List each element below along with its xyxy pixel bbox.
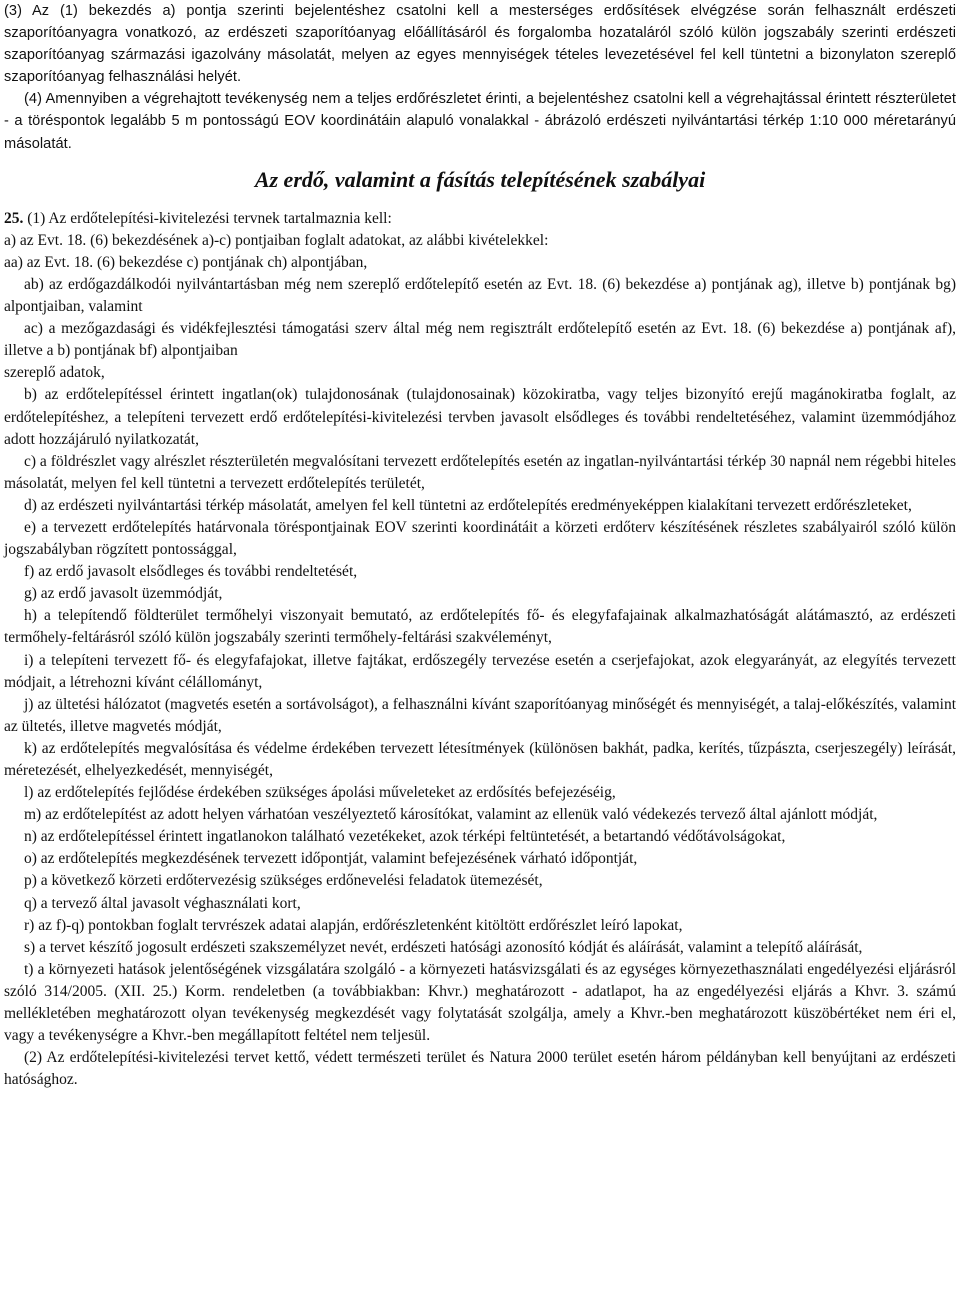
item-m: m) az erdőtelepítést az adott helyen várhatóan veszélyeztető károsítókat, valamint az ellenük való védekezés tervező által ajánlott módját, [24,806,878,824]
item-n: n) az erdőtelepítéssel érintett ingatlanokon található vezetékeket, azok térképi feltüntetését, a betartandó védőtávolságokat, [24,828,786,846]
item-h: h) a telepítendő földterület termőhelyi viszonyait bemutató, az erdőtelepítés fő- és elegyfafajainak alkalmazhatóságát alátámasztó, az erdészeti termőhely-feltárásról szóló külön jogszabály szerinti termőhely-feltárási szakvéleményt, [4,607,956,647]
item-e: e) a tervezett erdőtelepítés határvonala töréspontjainak EOV szerinti koordinátáit a körzeti erdőterv készítésének részletes szabályairól szóló külön jogszabályban rögzített pontossággal, [4,518,956,559]
section-heading: Az erdő, valamint a fásítás telepítésének szabályai [254,166,706,192]
section-25-paragraph-1: (1) Az erdőtelepítési-kivitelezési tervnek tartalmaznia kell: [27,209,392,227]
item-r: r) az f)-q) pontokban foglalt tervrészek adatai alapján, erdőrészletenként kitöltött erdőrészlet leíró lapokat, [24,916,683,934]
item-a: a) az Evt. 18. (6) bekezdésének a)-c) pontjaiban foglalt adatokat, az alábbi kivételekkel: [4,231,549,249]
item-c: c) a földrészlet vagy alrészlet részterületén megvalósítani tervezett erdőtelepítés esetén az ingatlan-nyilvántartási térkép 30 napnál nem régebbi hiteles másolatát, melyen fel kell tüntetni a tervezett erdőtelepítés területét, [4,452,956,492]
section-25-intro [4,208,956,230]
item-o: o) az erdőtelepítés megkezdésének tervezett időpontját, valamint befejezésének várható időpontját, [24,850,638,868]
item-d: d) az erdészeti nyilvántartási térkép másolatát, amelyen fel kell tüntetni az erdőtelepítés eredményeképpen kialakítani tervezett erdőrészleteket, [24,496,912,514]
item-q: q) a tervező által javasolt véghasználati kort, [24,894,301,912]
section-number: 25. [4,209,24,227]
paragraph-3: (3) Az (1) bekezdés a) pontja szerinti bejelentéshez csatolni kell a mesterséges erdősítések elvégzése során felhasznált erdészeti szaporítóanyagra vonatkozó, az erdészeti szaporítóanyag előállításáról és forgalomba hozataláról szóló külön jogszabály szerinti erdészeti szaporítóanyag származási igazolvány másolatát, melyen az egyes mennyiségek tételes levezetésével fel kell tüntetni a bizonylaton szereplő szaporítóanyag felhasználási helyét. [4,3,956,86]
item-p: p) a következő körzeti erdőtervezésig szükséges erdőnevelési feladatok ütemezését, [24,872,543,890]
item-aa: aa) az Evt. 18. (6) bekezdése c) pontjának ch) alpontjában, [4,253,368,271]
item-g: g) az erdő javasolt üzemmódját, [24,585,223,603]
item-ac-tail: szereplő adatok, [4,364,105,382]
item-ac: ac) a mezőgazdasági és vidékfejlesztési támogatási szerv által még nem regisztrált erdőtelepítő esetén az Evt. 18. (6) bekezdése a) pontjának af), illetve a b) pontjának bf) alpontjaiban [4,320,956,360]
item-ab: ab) az erdőgazdálkodói nyilvántartásban még nem szereplő erdőtelepítő esetén az Evt. 18. (6) bekezdése a) pontjának ag), illetve b) pontjának bg) alpontjaiban, valamint [4,275,956,316]
section-25-paragraph-2: (2) Az erdőtelepítési-kivitelezési tervet kettő, védett természeti terület és Natura 2000 terület esetén három példányban kell benyújtani az erdészeti hatósághoz. [4,1049,956,1089]
item-l: l) az erdőtelepítés fejlődése érdekében szükséges ápolási műveleteket az erdősítés befejezéséig, [24,784,616,802]
paragraph-4: (4) Amennyiben a végrehajtott tevékenység nem a teljes erdőrészletet érinti, a bejelentéshez csatolni kell a végrehajtással érintett részterületet - a töréspontok legalább 5 m pontosságú EOV koordinátáin alapuló vonalakkal - ábrázoló erdészeti nyilvántartási térkép 1:10 000 méretarányú másolatát. [4,91,956,152]
item-b: b) az erdőtelepítéssel érintett ingatlan(ok) tulajdonosának (tulajdonosainak) közokiratba, vagy teljes bizonyító erejű magánokiratba foglalt, az erdőtelepítéshez, a telepíteni tervezett erdő erdőtelepítési-kivitelezési tervben javasolt elsődleges és további rendeltetéséhez, valamint üzemmódjához adott hozzájáruló nyilatkozatát, [4,386,956,448]
item-t: t) a környezeti hatások jelentőségének vizsgálatára szolgáló - a környezeti hatásvizsgálati és az egységes környezethasználati engedélyezési eljárásról szóló 314/2005. (XII. 25.) Korm. rendeletben (a továbbiakban: Khvr.) meghatározott - adatlapot, ha az engedélyezési eljárás a Khvr. 3. számú mellékletében meghatározott olyan tevékenység megkezdését vagy folytatását szolgálja, amely a Khvr.-ben meghatározott küszöbértéket nem éri el, vagy a tevékenységre a Khvr.-ben megállapított feltétel nem teljesül. [4,960,956,1045]
item-f: f) az erdő javasolt elsődleges és további rendeltetését, [24,563,358,581]
item-k: k) az erdőtelepítés megvalósítása és védelme érdekében tervezett létesítmények (különösen bakhát, padka, kerítés, tűzpászta, cserjeszegély) leírását, méretezését, elhelyezkedését, mennyiségét, [4,739,956,779]
item-j: j) az ültetési hálózatot (magvetés esetén a sortávolságot), a felhasználni kívánt szaporítóanyag minőségét és mennyiségét, a talaj-előkészítés, valamint az ültetés, illetve magvetés módját, [4,695,956,735]
item-s: s) a tervet készítő jogosult erdészeti szakszemélyzet nevét, erdészeti hatósági azonosító kódját és aláírását, valamint a telepítő aláírását, [24,938,863,956]
item-i: i) a telepíteni tervezett fő- és elegyfafajokat, illetve fajtákat, erdőszegély tervezése esetén a cserjefajokat, azok elegyarányát, az elegyítés tervezett módjait, a létrehozni kívánt célállományt, [4,651,956,691]
